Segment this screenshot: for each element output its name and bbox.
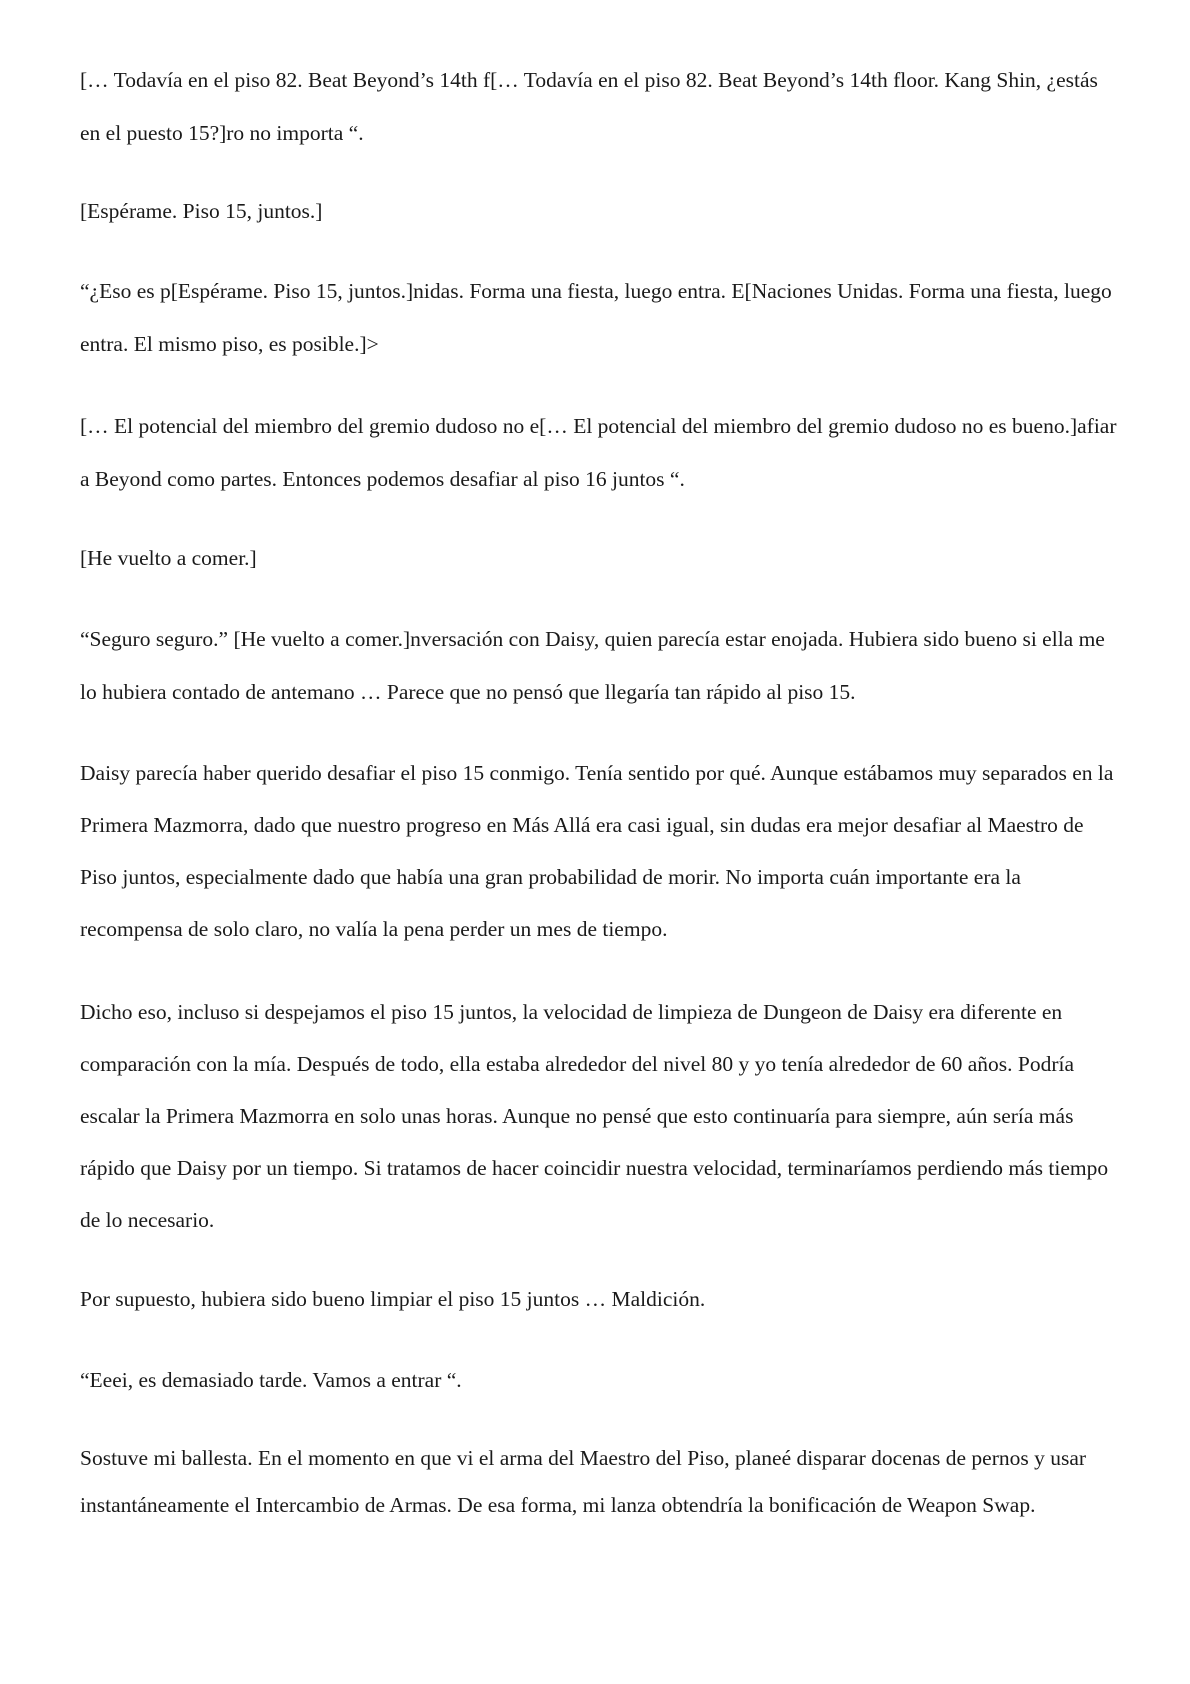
paragraph-3-text: “¿Eso es p[Espérame. Piso 15, juntos.]nidas. Forma una fiesta, luego entra. E[Naciones Unidas. Forma una fiesta, luego entra. El mismo piso, es posible.]> — [80, 279, 1112, 356]
paragraph-3 — [80, 265, 1120, 371]
paragraph-6-text: “Seguro seguro.” [He vuelto a comer.]nversación con Daisy, quien parecía estar enojada. Hubiera sido bueno si ella me lo hubiera contado de antemano … Parece que no pensó que llegaría tan rápido al piso 15. — [80, 627, 1105, 704]
paragraph-9 — [80, 1273, 1120, 1326]
paragraph-10 — [80, 1354, 1120, 1407]
paragraph-6 — [80, 613, 1120, 719]
paragraph-1-text: [… Todavía en el piso 82. Beat Beyond’s 14th f[… Todavía en el piso 82. Beat Beyond’s 14th floor. Kang Shin, ¿estás en el puesto 15?]ro no importa “. — [80, 68, 1098, 145]
paragraph-7 — [80, 747, 1120, 955]
paragraph-5 — [80, 532, 1120, 585]
paragraph-10-text: “Eeei, es demasiado tarde. Vamos a entrar “. — [80, 1368, 462, 1392]
paragraph-7-text: Daisy parecía haber querido desafiar el piso 15 conmigo. Tenía sentido por qué. Aunque estábamos muy separados en la Primera Mazmorra, dado que nuestro progreso en Más Allá era casi igual, sin dudas era mejor desafiar al Maestro de Piso juntos, especialmente dado que había una gran probabilidad de morir. No importa cuán importante era la recompensa de solo claro, no valía la pena perder un mes de tiempo. — [80, 761, 1114, 941]
paragraph-4-text: [… El potencial del miembro del gremio dudoso no e[… El potencial del miembro del gremio dudoso no es bueno.]afiar a Beyond como partes. Entonces podemos desafiar al piso 16 juntos “. — [80, 414, 1117, 491]
paragraph-9-text: Por supuesto, hubiera sido bueno limpiar el piso 15 juntos … Maldición. — [80, 1287, 706, 1311]
paragraph-11-text: Sostuve mi ballesta. En el momento en que vi el arma del Maestro del Piso, planeé disparar docenas de pernos y usar instantáneamente el Intercambio de Armas. De esa forma, mi lanza obtendría la bonificación de Weapon Swap. — [80, 1446, 1087, 1517]
paragraph-4 — [80, 400, 1120, 506]
paragraph-1 — [80, 54, 1120, 160]
paragraph-2 — [80, 185, 1120, 238]
paragraph-5-text: [He vuelto a comer.] — [80, 546, 257, 570]
paragraph-11 — [80, 1435, 1120, 1529]
paragraph-2-text: [Espérame. Piso 15, juntos.] — [80, 199, 323, 223]
paragraph-8 — [80, 986, 1120, 1246]
paragraph-8-text: Dicho eso, incluso si despejamos el piso 15 juntos, la velocidad de limpieza de Dungeon de Daisy era diferente en comparación con la mía. Después de todo, ella estaba alrededor del nivel 80 y yo tenía alrededor de 60 años. Podría escalar la Primera Mazmorra en solo unas horas. Aunque no pensé que esto continuaría para siempre, aún sería más rápido que Daisy por un tiempo. Si tratamos de hacer coincidir nuestra velocidad, terminaríamos perdiendo más tiempo de lo necesario. — [80, 1000, 1109, 1232]
